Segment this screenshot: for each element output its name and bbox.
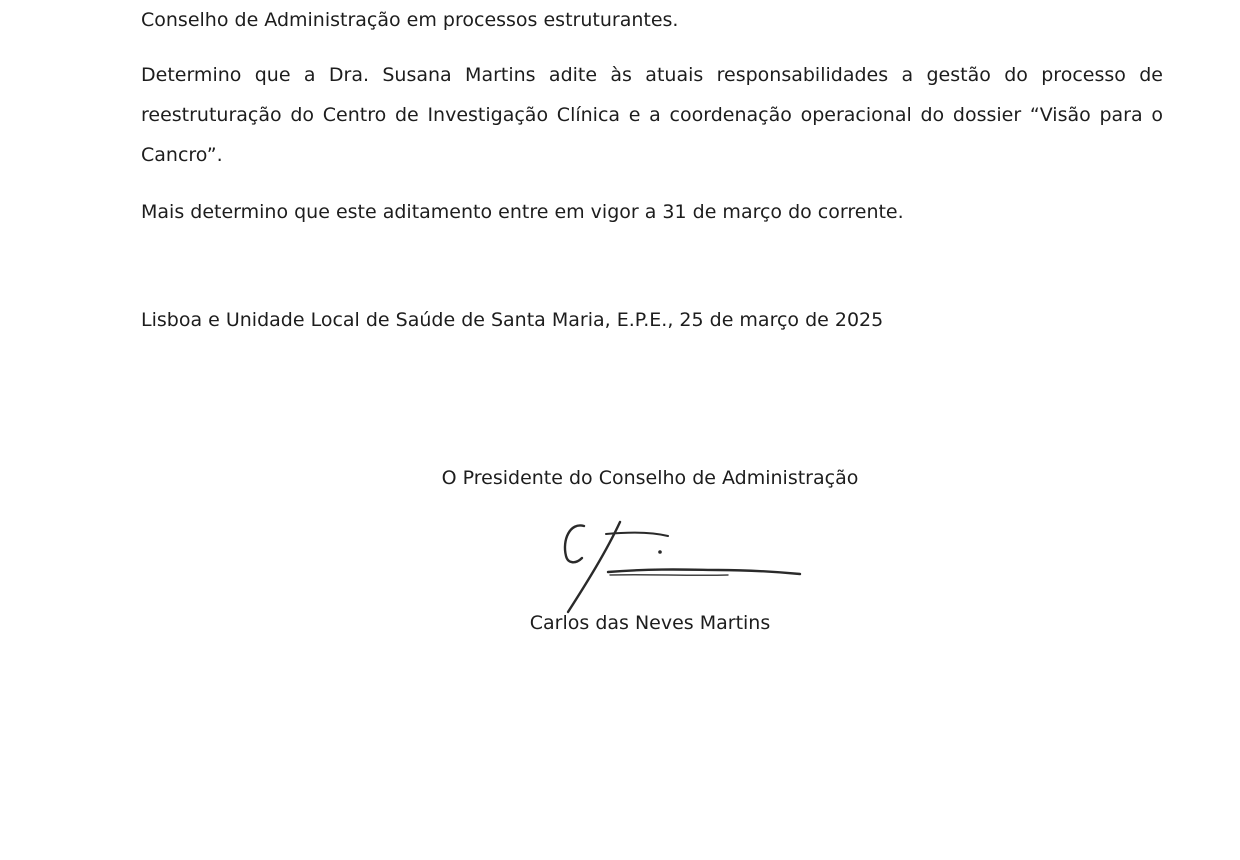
signer-name: Carlos das Neves Martins	[529, 612, 771, 634]
signature-stroke-underline-2	[610, 575, 728, 576]
paragraph-mais-determino: Mais determino que este aditamento entre em vigor a 31 de março do corrente.	[141, 201, 904, 223]
signature-stroke-diagonal	[568, 522, 620, 612]
paragraph-conselho: Conselho de Administração em processos estruturantes.	[141, 9, 679, 31]
paragraph-determino: Determino que a Dra. Susana Martins adite às atuais responsabilidades a gestão do processo de reestruturação do Centro de Investigação Clínica e a coordenação operacional do dossier “Visão para o Cancro”.	[141, 64, 1163, 166]
signature-stroke-upper-bar	[606, 533, 668, 536]
signature-dot	[658, 550, 662, 554]
signatory-title: O Presidente do Conselho de Administração	[441, 467, 859, 489]
signature-stroke-underline	[608, 570, 800, 575]
signature-stroke-c	[565, 525, 584, 562]
handwritten-signature	[548, 512, 808, 616]
place-date-line: Lisboa e Unidade Local de Saúde de Santa Maria, E.P.E., 25 de março de 2025	[141, 309, 884, 331]
